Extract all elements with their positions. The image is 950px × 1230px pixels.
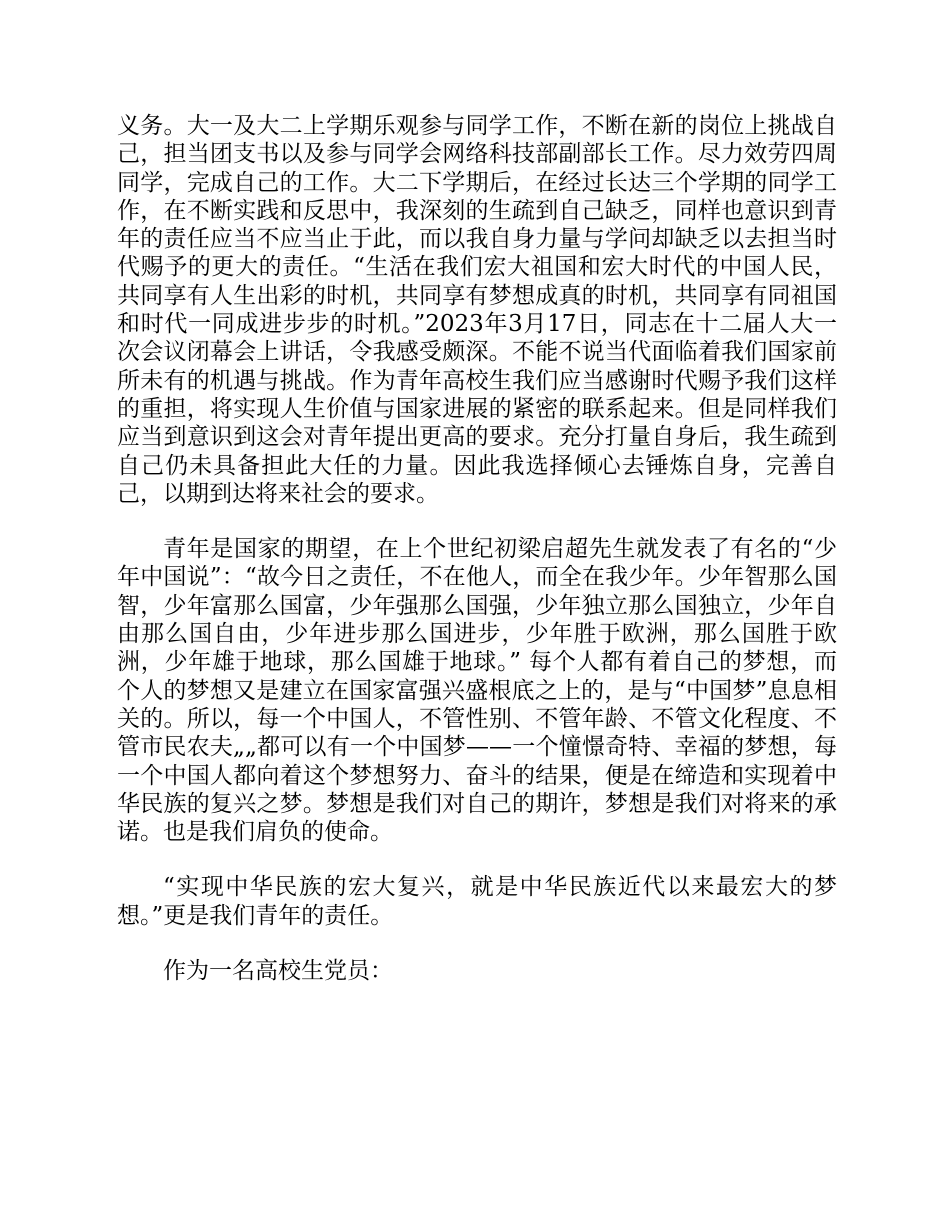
paragraph-4: 作为一名高校生党员： [163, 958, 393, 985]
paragraph-3: “实现中华民族的宏大复兴，就是中华民族近代以来最宏大的梦想。”更是我们青年的责任。 [117, 874, 837, 929]
document-body [117, 112, 837, 985]
paragraph-1: 义务。大一及大二上学期乐观参与同学工作，不断在新的岗位上挑战自己，担当团支书以及参与同学会网络科技部副部长工作。尽力效劳四周同学，完成自己的工作。大二下学期后，在经过长达三个学期的同学工作，在不断实践和反思中，我深刻的生疏到自己缺乏，同样也意识到青年的责任应当不应当止于此，而以我自身力量与学问却缺乏以去担当时代赐予的更大的责任。“生活在我们宏大祖国和宏大时代的中国人民，共同享有人生出彩的时机，共同享有梦想成真的时机，共同享有同祖国和时代一同成进步步的时机。”2023年3月17日，同志在十二届人大一次会议闭幕会上讲话，令我感受颇深。不能不说当代面临着我们国家前所未有的机遇与挑战。作为青年高校生我们应当感谢时代赐予我们这样的重担，将实现人生价值与国家进展的紧密的联系起来。但是同样我们应当到意识到这会对青年提出更高的要求。充分打量自身后，我生疏到自己仍未具备担此大任的力量。因此我选择倾心去锤炼自身，完善自己，以期到达将来社会的要求。 [117, 113, 837, 507]
paragraph-2: 青年是国家的期望，在上个世纪初梁启超先生就发表了有名的“少年中国说”：“故今日之责任，不在他人，而全在我少年。少年智那么国智，少年富那么国富，少年强那么国强，少年独立那么国独立，少年自由那么国自由，少年进步那么国进步，少年胜于欧洲，那么国胜于欧洲，少年雄于地球，那么国雄于地球。” 每个人都有着自己的梦想，而个人的梦想又是建立在国家富强兴盛根底之上的，是与“中国梦”息息相关的。所以，每一个中国人，不管性别、不管年龄、不管文化程度、不管市民农夫„„都可以有一个中国梦——一个憧憬奇特、幸福的梦想，每一个中国人都向着这个梦想努力、奋斗的结果，便是在缔造和实现着中华民族的复兴之梦。梦想是我们对自己的期许，梦想是我们对将来的承诺。也是我们肩负的使命。 [117, 536, 837, 846]
